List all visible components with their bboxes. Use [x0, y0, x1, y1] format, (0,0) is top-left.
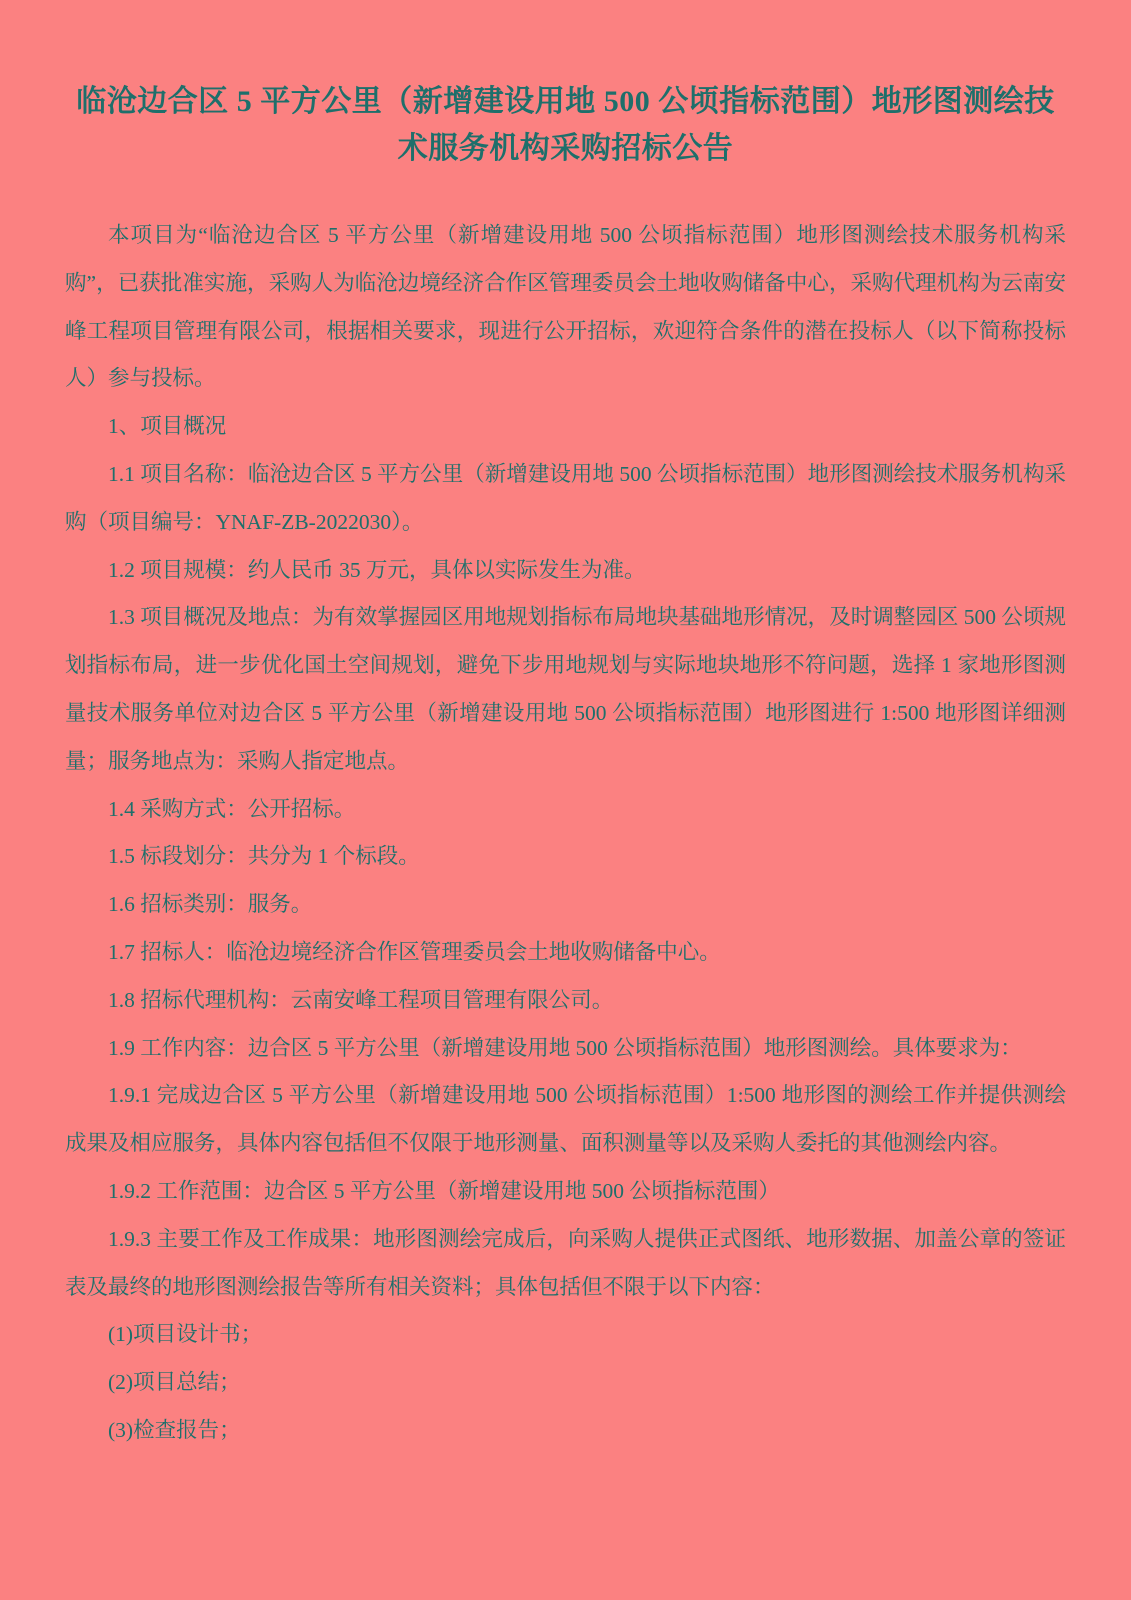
item-1-1-project-name: 1.1 项目名称：临沧边合区 5 平方公里（新增建设用地 500 公顷指标范围）地形图测绘技术服务机构采购（项目编号：YNAF-ZB-2022030）。: [65, 461, 1066, 534]
intro-paragraph: 本项目为“临沧边合区 5 平方公里（新增建设用地 500 公顷指标范围）地形图测绘技术服务机构采购”，已获批准实施，采购人为临沧边境经济合作区管理委员会土地收购储备中心，采购代理机构为云南安峰工程项目管理有限公司，根据相关要求，现进行公开招标，欢迎符合条件的潜在投标人（以下简称投标人）参与投标。: [65, 223, 1067, 391]
document-body: [65, 212, 1066, 1455]
item-1-9-3-deliverables: 1.9.3 主要工作及工作成果：地形图测绘完成后，向采购人提供正式图纸、地形数据、加盖公章的签证表及最终的地形图测绘报告等所有相关资料；具体包括但不限于以下内容：: [65, 1226, 1066, 1299]
item-1-9-1-survey-work: 1.9.1 完成边合区 5 平方公里（新增建设用地 500 公顷指标范围）1:500 地形图的测绘工作并提供测绘成果及相应服务，具体内容包括但不仅限于地形测量、面积测量等以及采购人委托的其他测绘内容。: [65, 1083, 1066, 1156]
item-1-6-tender-category: 1.6 招标类别：服务。: [108, 892, 313, 917]
item-1-9-2-work-range: 1.9.2 工作范围：边合区 5 平方公里（新增建设用地 500 公顷指标范围）: [108, 1178, 780, 1203]
item-1-7-tenderee: 1.7 招标人：临沧边境经济合作区管理委员会土地收购储备中心。: [108, 939, 721, 964]
item-1-9-work-content: 1.9 工作内容：边合区 5 平方公里（新增建设用地 500 公顷指标范围）地形图测绘。具体要求为：: [108, 1035, 1022, 1060]
list-item-project-design: (1)项目设计书；: [108, 1322, 263, 1347]
item-1-5-lot-division: 1.5 标段划分：共分为 1 个标段。: [108, 844, 420, 869]
item-1-4-procurement-method: 1.4 采购方式：公开招标。: [108, 796, 356, 821]
section-1-heading: 1、项目概况: [108, 414, 227, 439]
list-item-inspection-report: (3)检查报告；: [108, 1417, 241, 1442]
list-item-project-summary: (2)项目总结；: [108, 1370, 241, 1395]
item-1-2-project-scale: 1.2 项目规模：约人民币 35 万元，具体以实际发生为准。: [108, 557, 646, 582]
item-1-8-tender-agency: 1.8 招标代理机构：云南安峰工程项目管理有限公司。: [108, 987, 614, 1012]
document-title: 临沧边合区 5 平方公里（新增建设用地 500 公顷指标范围）地形图测绘技术服务机构采购招标公告: [76, 85, 1055, 165]
item-1-3-overview-location: 1.3 项目概况及地点：为有效掌握园区用地规划指标布局地块基础地形情况，及时调整园区 500 公顷规划指标布局，进一步优化国土空间规划，避免下步用地规划与实际地块地形不符问题，选择 1 家地形图测量技术服务单位对边合区 5 平方公里（新增建设用地 500 公顷指标范围）地形图进行 1:500 地形图详细测量；服务地点为：采购人指定地点。: [65, 605, 1066, 773]
